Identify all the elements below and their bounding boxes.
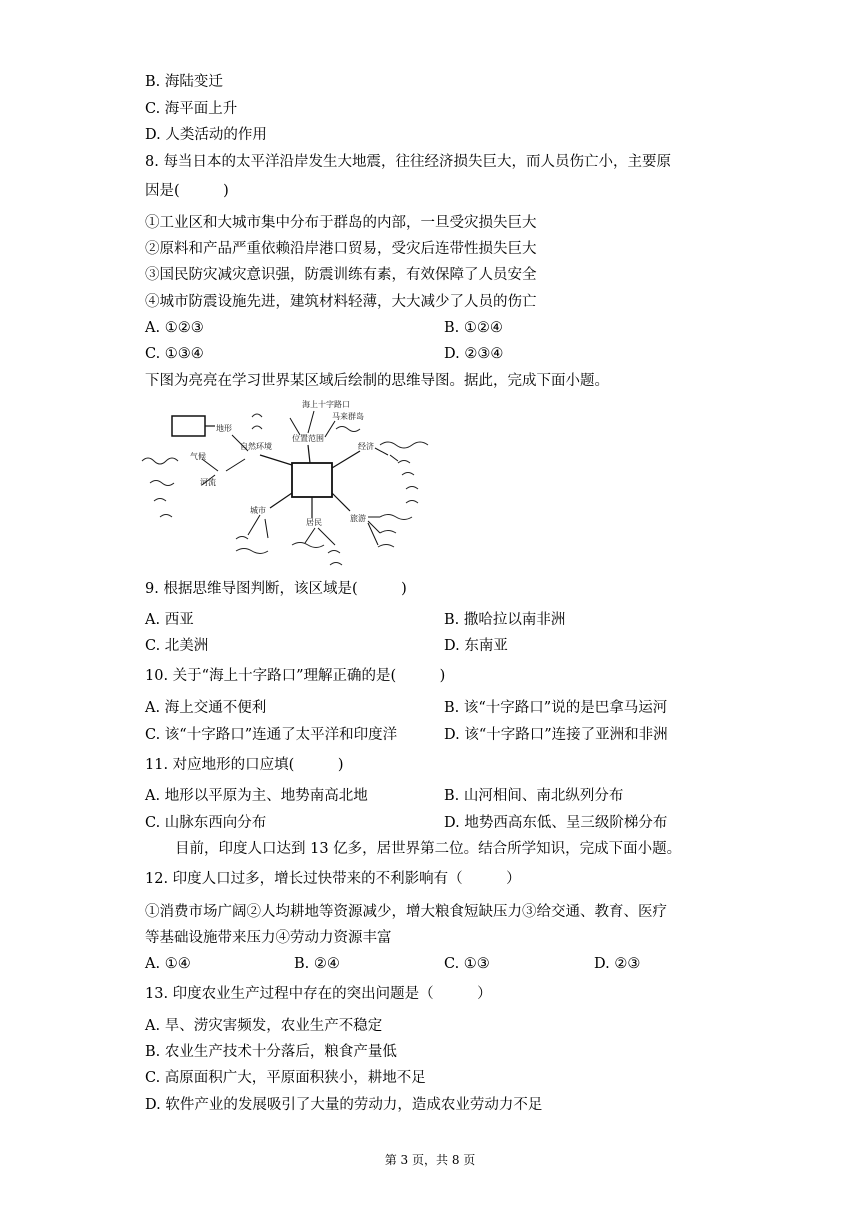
q12-option-c: C. ①③ xyxy=(444,956,490,972)
q8-statement-4: ④城市防震设施先进，建筑材料轻薄，大大减少了人员的伤亡 xyxy=(145,294,537,310)
q9-stem: 9. 根据思维导图判断，该区域是( ) xyxy=(145,581,407,597)
q12-option-d: D. ②③ xyxy=(594,956,641,972)
mindmap-intro: 下图为亮亮在学习世界某区域后绘制的思维导图。据此，完成下面小题。 xyxy=(145,373,609,389)
india-intro: 目前，印度人口达到 13 亿多，居世界第二位。结合所学知识，完成下面小题。 xyxy=(175,841,682,857)
q11-stem: 11. 对应地形的口应填( ) xyxy=(145,757,344,773)
q11-option-d: D. 地势西高东低、呈三级阶梯分布 xyxy=(444,815,668,831)
mindmap-label-islands: 马来群岛 xyxy=(332,412,364,421)
q9-option-a: A. 西亚 xyxy=(145,612,194,628)
mindmap-label-location: 位置范围 xyxy=(292,434,324,443)
q9-option-c: C. 北美洲 xyxy=(145,638,209,654)
q12-option-b: B. ②④ xyxy=(294,956,340,972)
q8-option-a: A. ①②③ xyxy=(145,320,204,336)
q7-option-c: C. 海平面上升 xyxy=(145,101,238,117)
q8-stem: 8. 每当日本的太平洋沿岸发生大地震，往往经济损失巨大，而人员伤亡小，主要原 xyxy=(145,154,671,170)
q10-stem: 10. 关于“海上十字路口”理解正确的是( ) xyxy=(145,668,446,684)
q13-option-d: D. 软件产业的发展吸引了大量的劳动力，造成农业劳动力不足 xyxy=(145,1097,543,1113)
q12-option-a: A. ①④ xyxy=(145,956,191,972)
q13-option-c: C. 高原面积广大，平原面积狭小，耕地不足 xyxy=(145,1070,426,1086)
mindmap-label-terrain: 地形 xyxy=(216,424,232,433)
q13-stem: 13. 印度农业生产过程中存在的突出问题是（ ） xyxy=(145,986,492,1002)
q9-option-d: D. 东南亚 xyxy=(444,638,508,654)
q10-option-a: A. 海上交通不便利 xyxy=(145,700,267,716)
q8-option-c: C. ①③④ xyxy=(145,346,204,362)
mindmap-label-residents: 居民 xyxy=(306,518,322,527)
mindmap-label-river: 河流 xyxy=(200,478,216,487)
q9-option-b: B. 撒哈拉以南非洲 xyxy=(444,612,566,628)
q7-option-d: D. 人类活动的作用 xyxy=(145,127,267,143)
q8-statement-2: ②原料和产品严重依赖沿岸港口贸易，受灾后连带性损失巨大 xyxy=(145,241,537,257)
mindmap-label-crossroads: 海上十字路口 xyxy=(302,400,350,409)
q8-stem-cont: 因是( ) xyxy=(145,183,229,199)
mindmap-label-city: 城市 xyxy=(250,506,266,515)
q10-option-d: D. 该“十字路口”连接了亚洲和非洲 xyxy=(444,727,668,743)
q11-option-b: B. 山河相间、南北纵列分布 xyxy=(444,788,624,804)
q8-statement-1: ①工业区和大城市集中分布于群岛的内部，一旦受灾损失巨大 xyxy=(145,215,537,231)
q13-option-b: B. 农业生产技术十分落后，粮食产量低 xyxy=(145,1044,397,1060)
q10-option-b: B. 该“十字路口”说的是巴拿马运河 xyxy=(444,700,668,716)
q7-option-b: B. 海陆变迁 xyxy=(145,74,223,90)
q12-stem: 12. 印度人口过多，增长过快带来的不利影响有（ ） xyxy=(145,871,521,887)
mindmap-label-tourism: 旅游 xyxy=(350,514,366,523)
q8-statement-3: ③国民防灾减灾意识强，防震训练有素，有效保障了人员安全 xyxy=(145,267,537,283)
page-footer: 第 3 页，共 8 页 xyxy=(384,1153,476,1167)
mindmap-label-economy: 经济 xyxy=(358,442,374,451)
mindmap-label-nature: 自然环境 xyxy=(240,442,272,451)
q10-option-c: C. 该“十字路口”连通了太平洋和印度洋 xyxy=(145,727,398,743)
q8-option-b: B. ①②④ xyxy=(444,320,503,336)
q11-option-c: C. 山脉东西向分布 xyxy=(145,815,267,831)
q11-option-a: A. 地形以平原为主、地势南高北地 xyxy=(145,788,368,804)
q8-option-d: D. ②③④ xyxy=(444,346,504,362)
q13-option-a: A. 旱、涝灾害频发，农业生产不稳定 xyxy=(145,1018,383,1034)
mind-map-figure xyxy=(140,393,470,573)
q12-statements-cont: 等基础设施带来压力④劳动力资源丰富 xyxy=(145,930,392,946)
mindmap-label-climate: 气候 xyxy=(190,452,206,461)
q12-statements: ①消费市场广阔②人均耕地等资源减少，增大粮食短缺压力③给交通、教育、医疗 xyxy=(145,904,667,920)
